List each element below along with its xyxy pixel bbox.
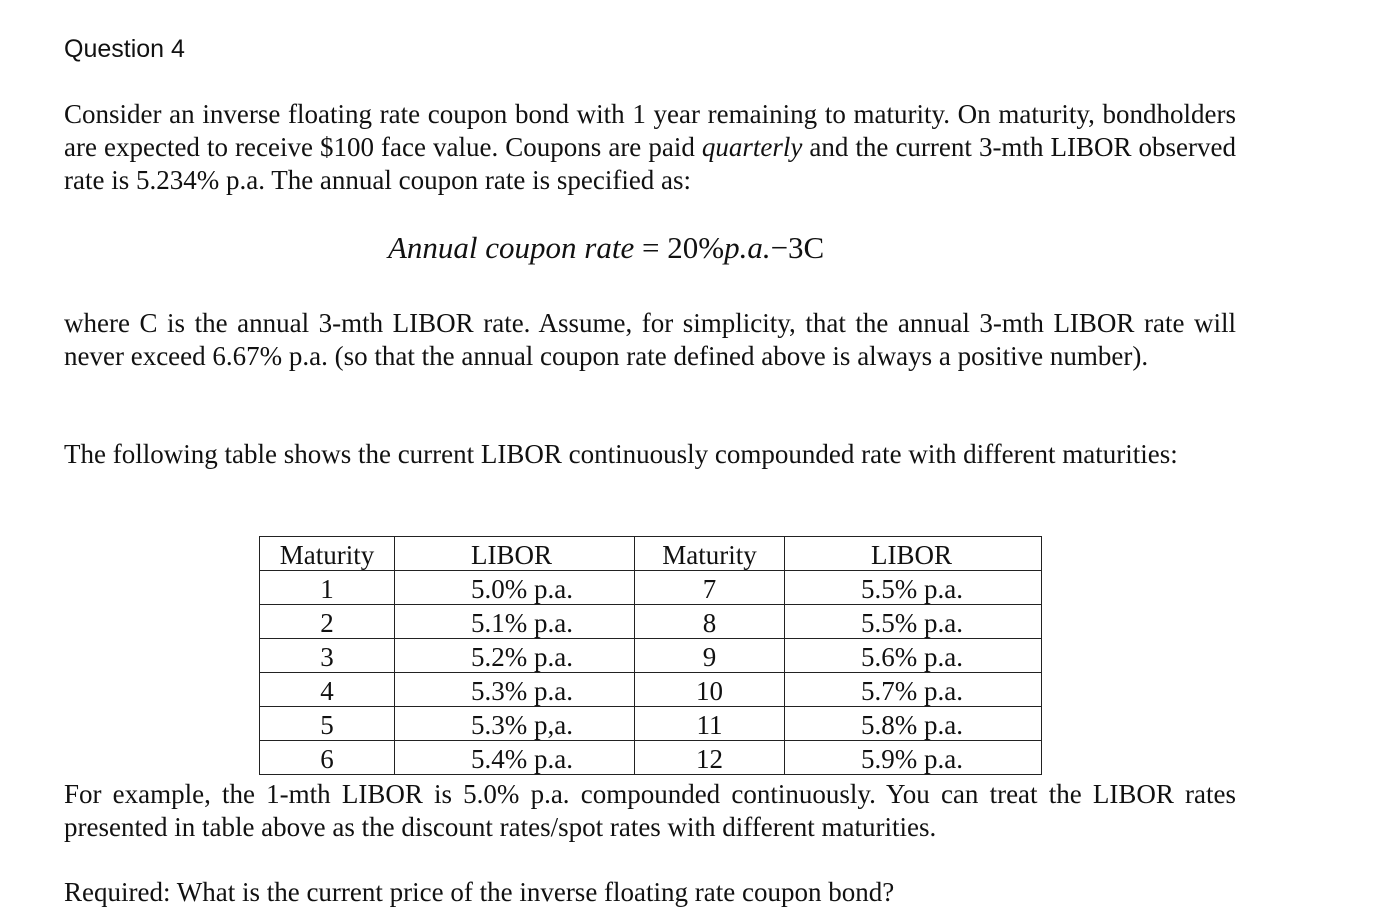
header-libor-1-label: LIBOR [471, 540, 552, 570]
libor-cell [785, 707, 1042, 741]
maturity-cell: 9 [635, 639, 785, 673]
table-row [260, 707, 1042, 741]
intro-italic-quarterly: quarterly [701, 132, 803, 162]
maturity-cell: 7 [635, 571, 785, 605]
table-row [260, 741, 1042, 775]
table-row [260, 605, 1042, 639]
required-paragraph: Required: What is the current price of the inverse floating rate coupon bond? [64, 877, 895, 907]
formula-value: 20% [667, 230, 725, 265]
maturity-cell: 10 [635, 673, 785, 707]
intro-text-end: and the current 3-mth LIBOR observed rate is 5.234% p.a. The annual coupon rate is specified as: [64, 132, 1236, 195]
libor-value: 5.3% p.a. [471, 676, 573, 706]
question-heading: Question 4 [64, 35, 185, 63]
libor-cell [395, 707, 635, 741]
header-libor-2-label: LIBOR [871, 540, 952, 570]
formula-equals: = [642, 230, 660, 265]
maturity-cell: 12 [635, 741, 785, 775]
maturity-cell: 8 [635, 605, 785, 639]
libor-cell [785, 571, 1042, 605]
table-intro-paragraph: The following table shows the current LIBOR continuously compounded rate with different maturities: [64, 439, 1178, 469]
table-row [260, 639, 1042, 673]
maturity-cell: 1 [260, 571, 395, 605]
libor-cell [395, 605, 635, 639]
table-row [260, 571, 1042, 605]
maturity-cell: 4 [260, 673, 395, 707]
libor-cell [395, 741, 635, 775]
libor-value: 5.8% p.a. [861, 710, 963, 740]
libor-cell [395, 673, 635, 707]
libor-cell [785, 605, 1042, 639]
formula-term: 3C [788, 230, 825, 265]
header-maturity-2: Maturity [635, 537, 785, 571]
formula-lhs: Annual coupon rate [388, 230, 635, 265]
libor-value: 5.7% p.a. [861, 676, 963, 706]
libor-cell [785, 741, 1042, 775]
libor-value: 5.2% p.a. [471, 642, 573, 672]
header-libor-1 [395, 537, 635, 571]
libor-value: 5.5% p.a. [861, 608, 963, 638]
maturity-cell: 5 [260, 707, 395, 741]
table-header-row [260, 537, 1042, 571]
libor-cell [395, 571, 635, 605]
intro-paragraph [64, 98, 1236, 197]
libor-cell [395, 639, 635, 673]
coupon-rate-formula [388, 228, 824, 268]
intro-text-start: Consider an inverse floating rate coupon bond with 1 year remaining to maturity. On maturity, bondholders are expected to receive $100 face value. Coupons are paid [64, 99, 1236, 162]
example-paragraph: For example, the 1-mth LIBOR is 5.0% p.a. compounded continuously. You can treat the LIBOR rates presented in table above as the discount rates/spot rates with different maturities. [64, 779, 1236, 842]
header-libor-2 [785, 537, 1042, 571]
maturity-cell: 11 [635, 707, 785, 741]
libor-rates-table [259, 536, 1042, 775]
formula-unit: p.a. [724, 230, 771, 265]
maturity-cell: 6 [260, 741, 395, 775]
formula-minus: − [770, 230, 789, 265]
header-maturity-1: Maturity [260, 537, 395, 571]
libor-value: 5.5% p.a. [861, 574, 963, 604]
libor-value: 5.0% p.a. [471, 574, 573, 604]
libor-value: 5.4% p.a. [471, 744, 573, 774]
maturity-cell: 2 [260, 605, 395, 639]
libor-value: 5.6% p.a. [861, 642, 963, 672]
table-row [260, 673, 1042, 707]
maturity-cell: 3 [260, 639, 395, 673]
libor-value: 5.9% p.a. [861, 744, 963, 774]
libor-cell [785, 673, 1042, 707]
assumption-paragraph: where C is the annual 3-mth LIBOR rate. Assume, for simplicity, that the annual 3-mth LIBOR rate will never exceed 6.67% p.a. (so that the annual coupon rate defined above is always a positive number). [64, 308, 1236, 371]
libor-value: 5.3% p,a. [471, 710, 573, 740]
libor-value: 5.1% p.a. [471, 608, 573, 638]
libor-cell [785, 639, 1042, 673]
